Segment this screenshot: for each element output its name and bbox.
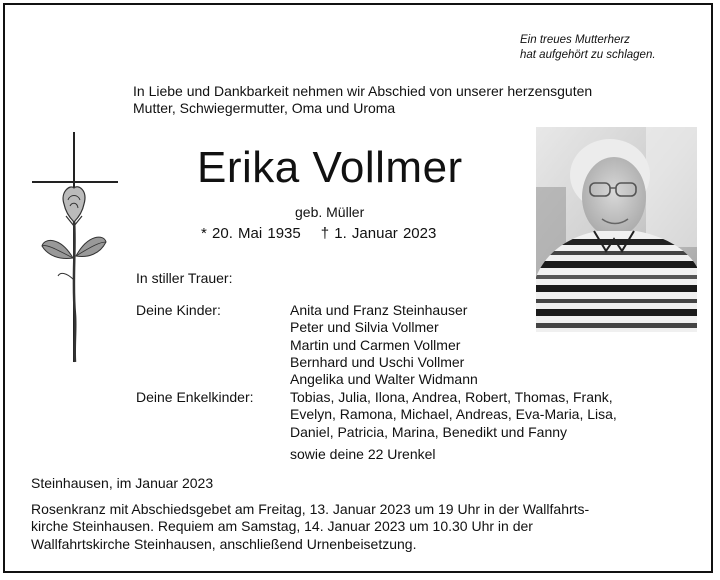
list-item: Peter und Silvia Vollmer [290, 319, 439, 336]
grandchildren-list [290, 389, 670, 441]
list-item: Martin und Carmen Vollmer [290, 336, 461, 353]
motto [520, 33, 700, 63]
service-line-2: kirche Steinhausen. Requiem am Samstag, 14. Januar 2023 um 10.30 Uhr in der [31, 518, 533, 535]
list-item: Anita und Franz Steinhauser [290, 302, 468, 318]
list-item: Evelyn, Ramona, Michael, Andreas, Eva-Maria, Lisa, [290, 406, 617, 423]
service-line-3: Wallfahrtskirche Steinhausen, anschließend Urnenbeisetzung. [31, 535, 417, 552]
list-item: Daniel, Patricia, Marina, Benedikt und Fanny [290, 423, 568, 440]
list-item: Tobias, Julia, Ilona, Andrea, Robert, Thomas, Frank, [290, 389, 613, 405]
cross-with-rose-icon [30, 130, 120, 370]
motto-line-1: Ein treues Mutterherz [520, 34, 630, 46]
mourning-heading: In stiller Trauer: [136, 270, 233, 286]
list-item: Bernhard und Uschi Vollmer [290, 353, 465, 370]
portrait-photo [536, 127, 697, 332]
list-item: Angelika und Walter Widmann [290, 371, 478, 388]
grandchildren-label: Deine Enkelkinder: [136, 389, 254, 405]
death-date: † 1. Januar 2023 [320, 225, 437, 242]
birth-date: * 20. Mai 1935 [201, 225, 301, 242]
birth-name: geb. Müller [295, 204, 365, 220]
obituary-card [3, 3, 713, 573]
deceased-name: Erika Vollmer [197, 143, 463, 192]
children-label: Deine Kinder: [136, 302, 221, 318]
service-info [31, 501, 701, 553]
children-list [290, 302, 478, 388]
intro-text [133, 83, 673, 117]
life-dates [201, 225, 436, 242]
place-date: Steinhausen, im Januar 2023 [31, 475, 214, 491]
intro-line-1: In Liebe und Dankbarkeit nehmen wir Abschied von unserer herzensguten [133, 83, 593, 99]
service-line-1: Rosenkranz mit Abschiedsgebet am Freitag, 13. Januar 2023 um 19 Uhr in der Wallfahrts- [31, 501, 590, 517]
intro-line-2: Mutter, Schwiegermutter, Oma und Uroma [133, 100, 396, 116]
motto-line-2: hat aufgehört zu schlagen. [520, 49, 656, 61]
great-grandchildren: sowie deine 22 Urenkel [290, 446, 436, 462]
